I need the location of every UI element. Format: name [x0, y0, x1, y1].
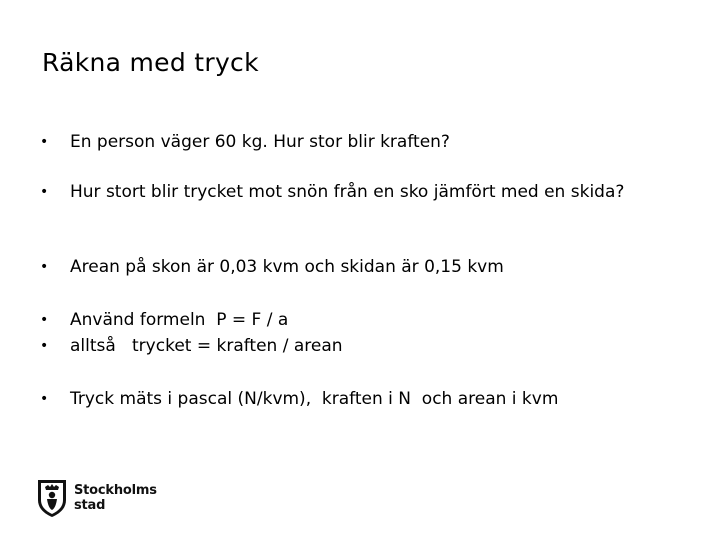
bullet-item: [40, 309, 640, 331]
bullet-item: [40, 335, 640, 357]
bullet-text: Hur stort blir trycket mot snön från en sko jämfört med en skida?: [70, 182, 625, 202]
bullet-text: En person väger 60 kg. Hur stor blir kraften?: [70, 132, 450, 152]
stockholms-stad-logo: [36, 478, 157, 518]
bullet-text: Använd formeln P = F / a: [70, 310, 289, 330]
logo-line-2: stad: [74, 498, 106, 513]
bullet-marker: •: [40, 391, 49, 407]
bullet-text: alltså trycket = kraften / arean: [70, 336, 343, 356]
bullet-marker: •: [40, 259, 49, 275]
bullet-item: [40, 181, 640, 203]
logo-wordmark: [74, 483, 157, 513]
bullet-item: [40, 256, 640, 278]
bullet-item: [40, 131, 640, 153]
bullet-marker: •: [40, 312, 49, 328]
stockholm-crest-icon: [36, 478, 68, 518]
bullet-marker: •: [40, 338, 49, 354]
logo-line-1: Stockholms: [74, 483, 157, 498]
slide-title: Räkna med tryck: [42, 48, 259, 77]
bullet-marker: •: [40, 134, 49, 150]
bullet-item: [40, 388, 640, 410]
bullet-marker: •: [40, 184, 49, 200]
bullet-text: Arean på skon är 0,03 kvm och skidan är 0,15 kvm: [70, 257, 504, 277]
bullet-text: Tryck mäts i pascal (N/kvm), kraften i N och arean i kvm: [70, 389, 559, 409]
